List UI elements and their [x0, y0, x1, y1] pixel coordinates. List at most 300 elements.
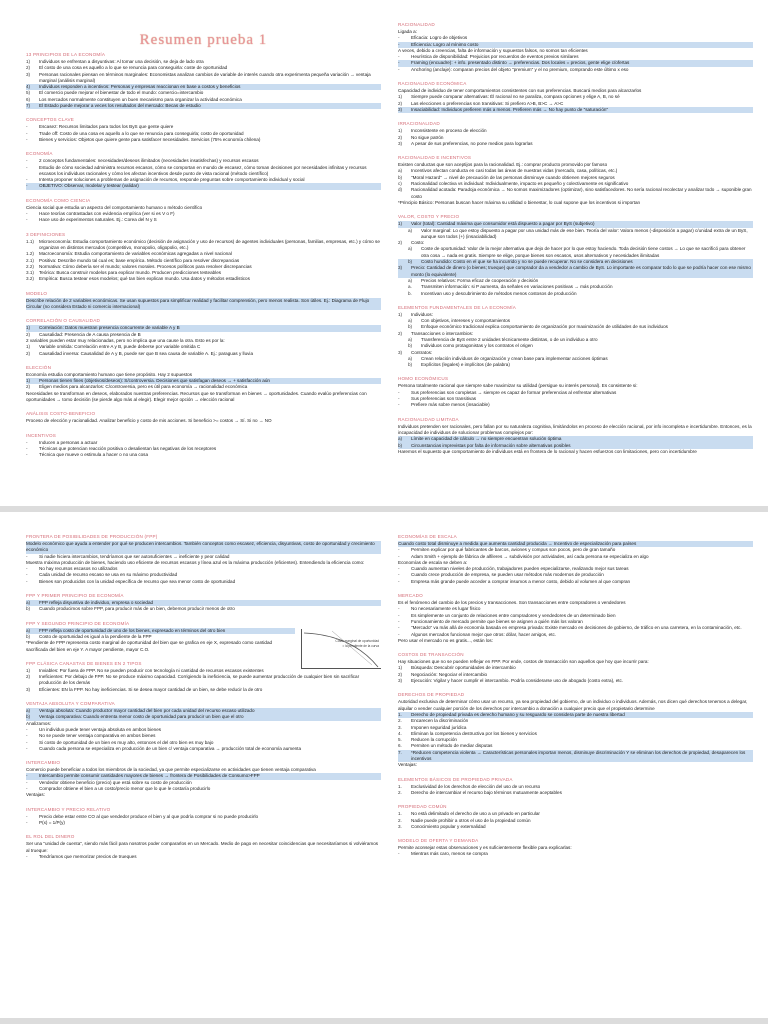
list-item	[398, 632, 753, 638]
list-text: FPP refleja disyuntiva de individuo, empresa o sociedad	[39, 600, 154, 606]
list-marker: -	[26, 733, 28, 739]
list-text: Negociación: Negociar el intercambio	[411, 671, 488, 677]
section	[398, 417, 753, 455]
list-text: Las elecciones o preferencias son transitivas: Si prefiero A>B, B>C → A>C	[411, 100, 564, 106]
list-text: No sigue patrón	[411, 134, 444, 140]
list-text: Permiten un método de mediar disputas	[411, 743, 493, 749]
list-item	[398, 402, 753, 408]
list-item	[398, 678, 753, 684]
section-intro: Describe relación de 2 variables económicas. Se usan supuestos para simplificar realidad y facilitar comprensión, pero menos realista. Son útiles. Ej.: Diagrama de Flujo Circular (no considera Estado ni comercio internacional)	[26, 298, 381, 311]
list-text: Encarecen la discriminación	[411, 718, 469, 724]
list-text: Personas racionales piensan en términos marginales: Economistas analizan cambios de variable de interés cuando otra experimenta pequeña variación → ventaja marginal (análisis marginal)	[39, 71, 371, 83]
bullet-list	[398, 566, 753, 585]
list-text: Permiten explicar por qué fabricantes de barcos, aviones y compus son pocos, pero de gran tamaño	[411, 547, 616, 553]
section-intro: Ser una "unidad de cuenta", siendo más fácil para nosotros poder compararlos en un Mercado. Medio de pago en necesitar coincidencias que necesitaríamos si volviéramos al trueque:	[26, 841, 379, 853]
section	[398, 777, 753, 797]
section-intro: Es el fenómeno del cambio de los precios y transacciones. Son transacciones entre compradores o vendedores	[398, 600, 626, 606]
list-marker: a)	[26, 627, 31, 633]
list-marker: -	[26, 813, 28, 819]
list-marker: 1)	[398, 221, 403, 227]
section-heading: FPP CLÁSICA CANASTAS DE BIENES EN 2 TIPOS	[26, 660, 142, 666]
list-text: Vendedor obtiene beneficio (precio) que está sobre su costo de producción	[39, 779, 192, 785]
list-text: Cuando crece producción de empresa, se pueden usar métodos más modernos de producción	[411, 572, 604, 578]
list-text: "Moral Hazard" → nivel de precaución de las personas disminuye cuando obtienen mejores seguros	[411, 174, 615, 180]
section	[398, 534, 753, 585]
section-note: A veces, debido a creencias, falta de información y supuestos falsos, no somos tan eficientes	[398, 47, 588, 53]
list-marker: 1)	[398, 94, 403, 100]
list-marker: -	[26, 136, 28, 142]
list-text: Costo hundido: Costo en el que se ha incurrido y no se puede recuperar. No se considera en decisiones	[421, 259, 633, 265]
list-marker: -	[26, 786, 28, 792]
section-note: 2 variables pueden estar muy relacionadas, pero no implica que una cause la otra. Esto es por la:	[26, 337, 225, 343]
list-text: Teórica: Busca construir modelos para explicar mundo. Producen predicciones testeables	[39, 270, 222, 276]
list-text: Los mercados normalmente constituyen un buen mecanismo para organizar la actividad económica	[39, 96, 242, 102]
list-marker: -	[398, 547, 400, 553]
list-text: Causalidad: Presencia de A causa presencia de B	[39, 331, 141, 337]
list-text: Ineficientes: Por debajo de FPP. No se produce máximo capacidad. Corrigiendo la ineficiencia, se puede aumentar producción de cualquier bien sin sacrificar producción de los demás	[39, 674, 360, 686]
list-marker: b)	[408, 343, 413, 349]
page-2-right-column	[398, 534, 753, 866]
list-marker: 3)	[398, 106, 403, 112]
list-text: "Mercado" va más allá de economía basada en empresa privada: Existe mercado en decisiones de gobierno, de tráfico en una carretera, en la contaminación, etc.	[411, 625, 742, 631]
bullet-list	[398, 390, 753, 409]
list-text: Inconsistente en proceso de elección	[411, 128, 487, 134]
list-marker: -	[26, 452, 28, 458]
section	[26, 760, 381, 798]
section	[398, 838, 753, 858]
bullet-list	[26, 708, 381, 721]
section-heading: HOMO ECONÓMICUS	[398, 376, 449, 382]
bullet-list	[26, 239, 381, 283]
section-intro: Hay situaciones que no se pueden reflejar en FPP. Por ende, costos de transacción son aquellos que hoy que incurrir para:	[398, 659, 649, 665]
section	[26, 117, 381, 143]
list-marker: 2)	[26, 350, 31, 356]
list-marker: -	[26, 726, 28, 732]
section-intro: Ligada a:	[398, 29, 417, 34]
list-text: Bienes son producidos con la unidad específica de recurso que sea menor costo de oportunidad	[39, 578, 236, 584]
bullet-list	[26, 158, 381, 189]
list-text: Es simplemente un conjunto de relaciones entre compradores y vendedores de un determinado bien	[411, 612, 616, 618]
list-marker: 1)	[26, 667, 31, 673]
list-marker: -	[26, 217, 28, 223]
list-marker: b)	[26, 606, 31, 612]
section-intro: Ciencia social que estudia un aspecto del comportamiento humano x método científico	[26, 204, 203, 210]
list-item	[26, 103, 381, 109]
list-marker: a)	[408, 318, 413, 324]
list-text: Costo de oportunidad es igual a la pendiente de la FPP	[39, 633, 152, 639]
list-text: OBJETIVO: Observar, modelar y testear (validar)	[39, 183, 139, 189]
list-text: 2 conceptos fundamentales: necesidades/deseos ilimitados (necesidades insatisfechas) y recursos escasos	[39, 158, 259, 164]
list-text: Hace uso de experimentos naturales. Ej.: Corea del N y S	[39, 217, 157, 223]
list-item	[398, 750, 753, 763]
list-marker: 1)	[26, 344, 31, 350]
list-text: Imponen seguridad jurídica	[411, 724, 467, 730]
section-heading: RACIONALIDAD ECONÓMICA	[398, 81, 467, 87]
list-text: Inducen a personas a actuar	[39, 439, 98, 445]
list-item	[398, 291, 753, 297]
list-text: Transmiten información: si P aumenta, da señales en variaciones positivas → más producción	[421, 284, 613, 290]
bullet-list	[26, 600, 381, 613]
list-item	[26, 351, 381, 357]
section-note: Haremos el supuesto que comportamiento de individuos está en frontera de lo racional y hacen esfuerzos con limitaciones, pero con incertidumbre	[398, 448, 697, 454]
list-text: Trade off: Costo de una cosa es aquello a lo que se renuncia para conseguirla; costo de oportunidad	[39, 130, 244, 136]
bullet-list	[26, 554, 381, 560]
list-text: No hay recursos escasos no utilizados	[39, 566, 118, 572]
list-marker: 3)	[26, 71, 31, 77]
list-marker: -	[398, 612, 400, 618]
list-marker: 3)	[26, 686, 31, 692]
section	[26, 534, 381, 585]
list-marker: 7)	[26, 103, 31, 109]
section-heading: 13 PRINCIPIOS DE LA ECONOMÍA	[26, 52, 106, 57]
list-marker: b)	[398, 442, 403, 448]
section	[26, 807, 381, 827]
list-marker: 1)	[398, 128, 403, 134]
list-item	[26, 452, 381, 458]
section-heading: IRRACIONALIDAD	[398, 121, 440, 127]
list-item	[398, 228, 753, 241]
section	[26, 593, 381, 613]
list-marker: 1.2)	[26, 251, 34, 257]
list-item	[26, 137, 381, 143]
section	[398, 593, 753, 644]
list-item	[26, 239, 381, 252]
section-heading: COSTOS DE TRANSACCIÓN	[398, 652, 464, 658]
list-text: Búsqueda: Descubrir oportunidades de intercambio	[411, 665, 516, 671]
list-text: Hace teorías contrastadas con evidencia empírica (ver si es V o F)	[39, 211, 175, 217]
bullet-list	[398, 851, 753, 857]
list-item	[26, 606, 381, 612]
fpp-curve-svg	[302, 629, 381, 669]
section-intro: Proceso de elección y racionalidad. Analizar beneficio y costo de mis acciones. Si beneficio >= costos → Sí. Si no → NO	[26, 418, 272, 424]
section-intro: Existen conductas que son aceptijos para la racionalidad. Ej.: comprar producto promovido por famoso	[398, 162, 608, 168]
bullet-list	[26, 727, 381, 752]
list-marker: 6.	[398, 743, 402, 749]
list-marker: 1)	[26, 59, 31, 64]
list-marker: -	[398, 625, 400, 631]
list-marker: 2)	[398, 100, 403, 106]
list-marker: a.	[408, 284, 412, 290]
list-text: Sus preferencias son completas → siempre es capaz de formar preferencias al enfrentar alternativas	[411, 389, 617, 395]
list-item	[26, 384, 381, 390]
list-marker: a)	[408, 336, 413, 342]
list-text: Eficiencia: Logro al mínimo costo	[411, 41, 479, 47]
list-marker: a)	[398, 436, 403, 442]
list-marker: 3)	[398, 349, 403, 355]
list-marker: -	[398, 578, 400, 584]
section	[398, 692, 753, 768]
list-text: El comercio puede mejorar el bienestar de todo el mundo: comercio=intercambio	[39, 90, 204, 96]
list-marker: 1)	[26, 325, 31, 331]
list-marker: -	[26, 177, 28, 183]
list-marker: 3.	[398, 823, 402, 829]
list-marker: -	[26, 553, 28, 559]
list-text: Coste de oportunidad: Valor de la mejor alternativa que dejo de hacer por lo que estoy haciendo. Toda decisión tiene costos → Lo que se sacrificó para obtener otra cosa → nada es gratis. Siempre se elige, porque bienes son escasos, usos alternativos y necesidades ilimitadas	[421, 246, 746, 258]
list-text: El costo de una cosa es aquello a lo que se renuncia para conseguirla: coste de oportunidad	[39, 65, 228, 71]
page-2-left-column	[26, 534, 381, 868]
list-text: Un individuo puede tener ventaja absoluta en ambos bienes	[39, 726, 162, 732]
list-text: Sus preferencias son transitivas	[411, 396, 477, 402]
list-marker: d)	[398, 187, 403, 193]
list-marker: -	[398, 618, 400, 624]
list-text: Enfoque económico tradicional explica comportamiento de organización por maximización de utilidades de sus individuos	[421, 324, 668, 330]
section	[398, 804, 753, 830]
list-marker: 1.	[398, 711, 402, 717]
list-text: Prefiere más sobre menos (insaciable)	[411, 402, 490, 408]
list-marker: -	[398, 54, 400, 60]
list-text: Individuos como protagonistas y los contratos el origen	[421, 343, 533, 349]
list-marker: 1)	[26, 378, 31, 384]
section-heading: FRONTERA DE POSIBILIDADES DE PRODUCCIÓN (FPP)	[26, 534, 158, 539]
list-text: A pesar de sus preferencias, no pone medios para lograrlas	[411, 140, 533, 146]
list-marker: -	[26, 578, 28, 584]
section-note: Necesidades se transforman en deseos, elaborados nuestras preferencias. Recursos que se transforman en bienes → oportunidades. Cuando evalúo preferencias con oportunidades → tomo decisión (se pierde algo más al elegir). Elegir mejor opción → elección racional	[26, 390, 367, 402]
list-item	[26, 332, 381, 338]
list-text: Causalidad inversa: Causalidad de A y B, puede ser que B sea causa de variable A. Ej.: paraguas y lluvia	[39, 350, 253, 356]
list-marker: 1)	[398, 665, 403, 671]
list-marker: -	[26, 566, 28, 572]
list-marker: -	[26, 739, 28, 745]
list-marker: -	[26, 158, 28, 164]
section-heading: CORRELACIÓN O CAUSALIDAD	[26, 318, 100, 324]
list-text: No está delimitado el derecho de uso a un privado en particular	[411, 811, 540, 817]
list-marker: b)	[408, 362, 413, 368]
list-text: Personas tienen fines (objetivos/deseos): S/controversia. Decisiones que satisfagan deseos → + satisfacción aún	[39, 378, 270, 384]
list-text: Con objetivos, intereses y comportamientos	[421, 318, 511, 324]
list-text: Insaciabilidad: Individuos prefieren más a menos. Prefieren más → No hay punto de "saturación"	[411, 106, 609, 112]
list-text: Crean relación individuos de organización y crean base para implementar acciones óptimas	[421, 355, 608, 361]
list-text: Valor marginal: Lo que estoy dispuesto a pagar por una unidad más de ese bien. Teoría del valor: Valora menos (-disposición a pagar) c/unidad extra de un ByS, aunque son todos (+) (insaciabilidad)	[421, 227, 748, 239]
bullet-list	[26, 59, 381, 109]
list-text: Mientras más caro, menos se compra	[411, 851, 488, 857]
list-text: Bienes y servicios: Objetos que quiere gente para satisfacer necesidades. Servicios (75% economía chilena)	[39, 136, 261, 142]
list-text: Individuos:	[411, 311, 433, 317]
section-heading: MERCADO	[398, 593, 423, 599]
bullet-list	[26, 344, 381, 357]
list-marker: 1)	[398, 311, 403, 317]
list-text: Racionalidad acotada: Paradoja económica → No somos maximizadores (optimizar), sino satisfacedores. No sería racional recolectar y analizar todo → suponible gran costo	[411, 187, 752, 199]
list-marker: 3.1)	[26, 270, 34, 276]
list-item	[26, 165, 381, 178]
list-text: Si costo de oportunidad de un bien es muy alto, entonces el del otro bien es muy bajo	[39, 739, 214, 745]
list-marker: 4.	[398, 730, 402, 736]
fpp-chart	[301, 629, 381, 669]
list-text: Eficacia: Logro de objetivos	[411, 35, 468, 41]
list-text: Positiva: Describe mundo tal cual es; base empírica. Método científico para resolver discrepancias	[39, 257, 240, 263]
list-marker: 2.	[398, 718, 402, 724]
list-text: Macroeconomía: Estudia comportamiento de variables económicas agregadas a nivel nacional	[39, 251, 232, 257]
list-text: Intenta proponer soluciones a problemas de asignación de recursos, responde preguntas sobre comportamiento individual y social	[39, 177, 305, 183]
section-note: Pero usar el mercado no es gratis..., están los:	[398, 637, 493, 643]
list-marker: -	[398, 631, 400, 637]
list-marker: -	[398, 851, 400, 857]
section-heading: RACIONALIDAD LIMITADA	[398, 416, 459, 422]
list-item	[26, 554, 381, 560]
list-marker: b)	[26, 633, 31, 639]
list-item	[26, 714, 381, 720]
list-marker: -	[26, 445, 28, 451]
list-text: Funcionamiento de mercado permite que bienes se asignen a quién más los valoran	[411, 618, 583, 624]
list-text: Nadie puede prohibir a otros el uso de la propiedad común	[411, 817, 531, 823]
list-text: Correlación: Datos muestran presencia concurrente de variable A y B	[39, 325, 180, 331]
list-text: Precio: Cantidad de dinero (o bienes; trueque) que comprador da a vendedor a cambio de ByS. Lo importante es comparar todo lo que se podría hacer con ese mismo monto (lo equivalente)	[411, 265, 751, 277]
bullet-list	[26, 440, 381, 459]
list-text: Transacciones o intercambios:	[411, 330, 474, 336]
section	[398, 305, 753, 369]
section-note: *Principio Básico: Personas buscan hacer máxima su utilidad o bienestar, lo cual supone que los incentivos si importan	[398, 199, 641, 205]
bullet-list	[26, 325, 381, 338]
list-item	[26, 746, 381, 752]
list-text: Cuando aumentan niveles de producción, trabajadores pueden especializarse, realizando mejor sus tareas	[411, 566, 629, 572]
list-text: Microeconomía: Estudia comportamiento económico (decisión de asignación y uso de recursos) de agentes individuales (personas, familias, empresas, etc.) y cómo se organizan en distintos mercados (competitivo, monopolio, oligopolio, etc.)	[39, 238, 380, 250]
list-item	[398, 362, 753, 368]
list-item	[398, 246, 753, 259]
list-item	[398, 579, 753, 585]
bullet-list	[398, 312, 753, 369]
list-text: Adam Smith + ejemplo de fábrica de alfileres → subdivisión por actividades, así cada persona se especializa en algo	[411, 553, 649, 559]
list-item	[26, 674, 381, 687]
section-note: Analizamos:	[26, 720, 52, 726]
section	[398, 155, 753, 206]
bullet-list	[398, 128, 753, 147]
section-intro: Economía estudia comportamiento humano que tiene propósito. Hay 2 supuestos	[26, 371, 192, 377]
bullet-list	[398, 35, 753, 48]
list-item	[398, 851, 753, 857]
bullet-list	[398, 547, 753, 560]
list-text: Intercambio permite consumir cantidades mayores de bienes → frontera de Posibilidades de Consumo>FPP	[39, 773, 260, 779]
section-intro: Capacidad de individuo de tener comportamientos consistentes con sus preferencias. Buscará medios para alcanzarlos	[398, 88, 642, 94]
list-text: No se puede tener ventaja comparativa en ambos bienes	[39, 733, 156, 739]
list-text: Empresa más grande puede acceder a comprar insumos a menor costo, debido al volumen al que compran	[411, 578, 631, 584]
list-text: Cuando producimos sobre FPP, para producir más de un bien, debemos producir menos de otro	[39, 606, 235, 612]
list-marker: 2.1)	[26, 257, 34, 263]
section-heading: RACIONALIDAD	[398, 22, 435, 27]
section-heading: EL ROL DEL DINERO	[26, 834, 75, 840]
section-intro: Modelo económico que ayuda a entender por qué se producen intercambios. También conceptos como escasez, eficiencia, disyuntivas, costo de oportunidad y crecimiento económico	[26, 541, 381, 554]
list-text: Técnica que mueve o estimula a hacer o no una cosa	[39, 452, 149, 458]
list-text: Costo:	[411, 240, 425, 246]
section-intro: Comercio puede beneficiar a todos los miembros de la sociedad, ya que permite especializarse en actividades que tienen ventaja comparativa	[26, 767, 316, 773]
bullet-list	[26, 211, 381, 224]
section-heading: ECONOMÍA	[26, 151, 53, 157]
list-marker: b)	[26, 714, 31, 720]
list-text: Heurística de disponibilidad: Prejuicios por recuerdos de eventos previos similares	[411, 54, 579, 60]
section	[26, 433, 381, 459]
list-item	[398, 187, 753, 200]
list-text: Normativa: Cómo debería ser el mundo; valores morales. Procesos políticos para resolver discrepancias	[39, 263, 252, 269]
list-marker: -	[398, 389, 400, 395]
list-marker: 5.	[398, 737, 402, 743]
list-marker: -	[398, 41, 400, 47]
section	[26, 151, 381, 189]
section-heading: VALOR, COSTO Y PRECIO	[398, 214, 460, 220]
bullet-list	[398, 606, 753, 637]
list-text: Racionalidad colectiva vs individual: Individualmente, impacto es pequeño y colectivamente es significativo	[411, 181, 629, 187]
section-heading: ELEMENTOS FUNDAMENTALES DE LA ECONOMÍA	[398, 304, 516, 310]
list-text: El Estado puede mejorar a veces los resultados del mercado: Becas de estudio	[39, 103, 201, 109]
list-text: Ventaja absoluta: Cuando productor mayor cantidad del bien por cada unidad del recurso escaso utilizado	[39, 708, 255, 714]
list-text: Eficientes: EN la FPP. No hay ineficiencias. Si se desea mayor cantidad de un bien, se debe reducir la de otro	[39, 686, 263, 692]
section	[26, 232, 381, 283]
section-note: Economías de escala se deben a:	[398, 559, 468, 565]
section-heading: ECONOMÍA COMO CIENCIA	[26, 197, 91, 203]
list-item	[26, 72, 381, 85]
list-marker: 2)	[398, 134, 403, 140]
section	[26, 291, 381, 311]
list-item	[26, 217, 381, 223]
list-text: Contratos:	[411, 349, 433, 355]
list-text: Precio debe estar entre CO al que vendedor produce el bien y al que podría comprar si no puede producirlo	[39, 813, 259, 819]
list-marker: -	[26, 164, 28, 170]
list-marker: 3)	[398, 140, 403, 146]
list-item	[26, 854, 381, 860]
bullet-list	[26, 773, 381, 792]
list-item	[398, 67, 753, 73]
list-marker: 2)	[398, 671, 403, 677]
list-text: Valor (total): Cantidad máxima que consumidor está dispuesto a pagar por ByS (subjetivo)	[411, 221, 595, 227]
section-note: Ventajas:	[398, 762, 417, 768]
bullet-list	[26, 378, 381, 391]
section-heading: ELECCIÓN	[26, 364, 52, 370]
list-marker: -	[398, 606, 400, 612]
list-marker: 4)	[26, 84, 31, 90]
list-marker: 3.2)	[26, 276, 34, 282]
section	[398, 376, 753, 408]
bullet-list	[398, 168, 753, 199]
list-marker: 2)	[26, 331, 31, 337]
list-text: P(x) = 1/P(y)	[39, 819, 65, 825]
section-heading: FPP Y PRIMER PRINCIPIO DE ECONOMÍA	[26, 593, 124, 599]
section-heading: INTERCAMBIO	[26, 760, 61, 766]
list-text: Ejecución: Vigilar y hacer cumplir el intercambio. Podría considerarse uso de abogado (costo extra), etc.	[411, 678, 624, 684]
page-1-left-column	[26, 52, 381, 466]
bullet-list	[26, 566, 381, 585]
list-marker: 7.	[398, 749, 402, 755]
list-marker: -	[26, 439, 28, 445]
list-marker: -	[398, 396, 400, 402]
list-text: Incentivos afectan conducta en casi todas las áreas de nuestras vidas (mercado, casa, políticas, etc.)	[411, 168, 618, 174]
bullet-list	[26, 814, 381, 827]
bullet-list	[398, 436, 753, 449]
list-marker: -	[398, 66, 400, 72]
list-text: Incentivan uso y descubrimiento de métodos menos costosos de producción	[421, 290, 577, 296]
list-marker: a)	[26, 600, 31, 606]
section-heading: ELEMENTOS BÁSICOS DE PROPIEDAD PRIVADA	[398, 776, 513, 782]
bullet-list	[398, 665, 753, 684]
list-item	[26, 820, 381, 826]
list-text: Precios relativos: Forma eficaz de cooperación y decisión	[421, 277, 539, 283]
list-marker: 2.	[398, 789, 402, 795]
list-text: Técnicas que potencian reacción positiva o desalientan las negativas de los receptores	[39, 445, 217, 451]
bullet-list	[398, 784, 753, 797]
list-marker: 2)	[398, 330, 403, 336]
page-2	[0, 512, 768, 1018]
list-text: No necesariamente es lugar físico	[411, 606, 481, 612]
list-marker: b)	[398, 174, 403, 180]
list-text: Explícitos (legales) e implícitos (de palabra)	[421, 362, 510, 368]
list-marker: 1.1)	[26, 238, 34, 244]
list-marker: -	[26, 211, 28, 217]
section-heading: PROPIEDAD COMÚN	[398, 804, 447, 810]
list-text: Siempre puede comparar alternativas: Él racional no se paraliza, compara opciones y elige A, B, no sé	[411, 94, 620, 100]
list-marker: -	[26, 183, 28, 189]
list-marker: b)	[408, 324, 413, 330]
list-marker: -	[26, 745, 28, 751]
list-marker: 3)	[398, 678, 403, 684]
list-text: Individuos se enfrentan a disyuntivas: Al tomar una decisión, se deja de lado otra	[39, 59, 204, 64]
list-text: Cuando cada persona se especializa en producción de un bien c/ ventaja comparativa → producción total de economía aumenta	[39, 745, 302, 751]
bullet-list	[398, 54, 753, 73]
